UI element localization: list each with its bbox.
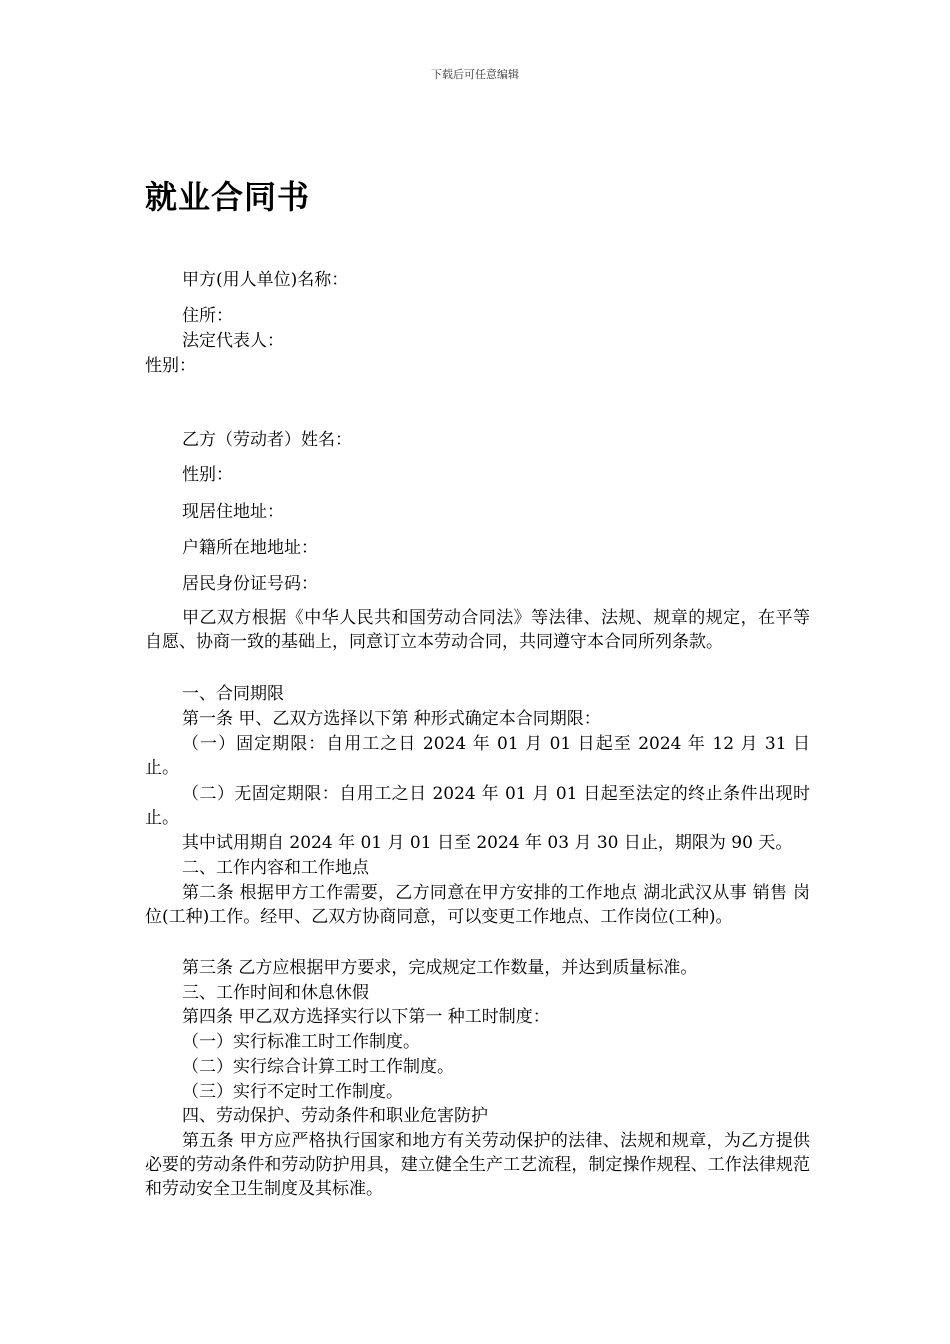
- article-1-option-1: （一）固定期限：自用工之日 2024 年 01 月 01 日起至 2024 年 12 月 31 日止。: [145, 734, 810, 778]
- party-a-legal-rep-label: 法定代表人：: [182, 331, 284, 351]
- party-a-name-label: 甲方(用人单位)名称：: [182, 270, 349, 290]
- article-2: 第二条 根据甲方工作需要，乙方同意在甲方安排的工作地点 湖北武汉从事 销售 岗位(工种)工作。经甲、乙双方协商同意，可以变更工作地点、工作岗位(工种)。: [145, 883, 810, 927]
- article-5: 第五条 甲方应严格执行国家和地方有关劳动保护的法律、法规和规章，为乙方提供必要的劳动条件和劳动防护用具，建立健全生产工艺流程，制定操作规程、工作法律规范和劳动安全卫生制度及其标准。: [145, 1131, 810, 1199]
- intro-paragraph: 甲乙双方根据《中华人民共和国劳动合同法》等法律、法规、规章的规定，在平等自愿、协商一致的基础上，同意订立本劳动合同，共同遵守本合同所列条款。: [145, 608, 810, 652]
- party-b-id-number-label: 居民身份证号码：: [182, 574, 318, 594]
- section-3-title: 三、工作时间和休息休假: [182, 983, 369, 1003]
- article-1-option-2: （二）无固定期限：自用工之日 2024 年 01 月 01 日起至法定的终止条件出现时止。: [145, 784, 810, 828]
- party-a-address-label: 住所：: [182, 306, 233, 326]
- article-4-option-1: （一）实行标准工时工作制度。: [182, 1032, 420, 1052]
- section-4-title: 四、劳动保护、劳动条件和职业危害防护: [182, 1106, 488, 1126]
- article-3: 第三条 乙方应根据甲方要求，完成规定工作数量，并达到质量标准。: [182, 958, 698, 978]
- party-b-current-address-label: 现居住地址：: [182, 502, 284, 522]
- article-4: 第四条 甲乙双方选择实行以下第一 种工时制度：: [182, 1007, 550, 1027]
- party-b-household-address-label: 户籍所在地地址：: [182, 538, 318, 558]
- section-2-title: 二、工作内容和工作地点: [182, 858, 369, 878]
- article-4-option-3: （三）实行不定时工作制度。: [182, 1082, 403, 1102]
- article-1: 第一条 甲、乙双方选择以下第 种形式确定本合同期限：: [182, 709, 601, 729]
- section-1-title: 一、合同期限: [182, 684, 284, 704]
- party-b-gender-label: 性别：: [182, 465, 233, 485]
- probation-period: 其中试用期自 2024 年 01 月 01 日至 2024 年 03 月 30 日止，期限为 90 天。: [182, 833, 793, 853]
- page-title: 就业合同书: [145, 178, 311, 216]
- party-b-name-label: 乙方（劳动者）姓名：: [182, 430, 352, 450]
- header-note: 下载后可任意编辑: [431, 68, 519, 81]
- article-4-option-2: （二）实行综合计算工时工作制度。: [182, 1057, 454, 1077]
- party-a-gender-label: 性别：: [145, 356, 196, 376]
